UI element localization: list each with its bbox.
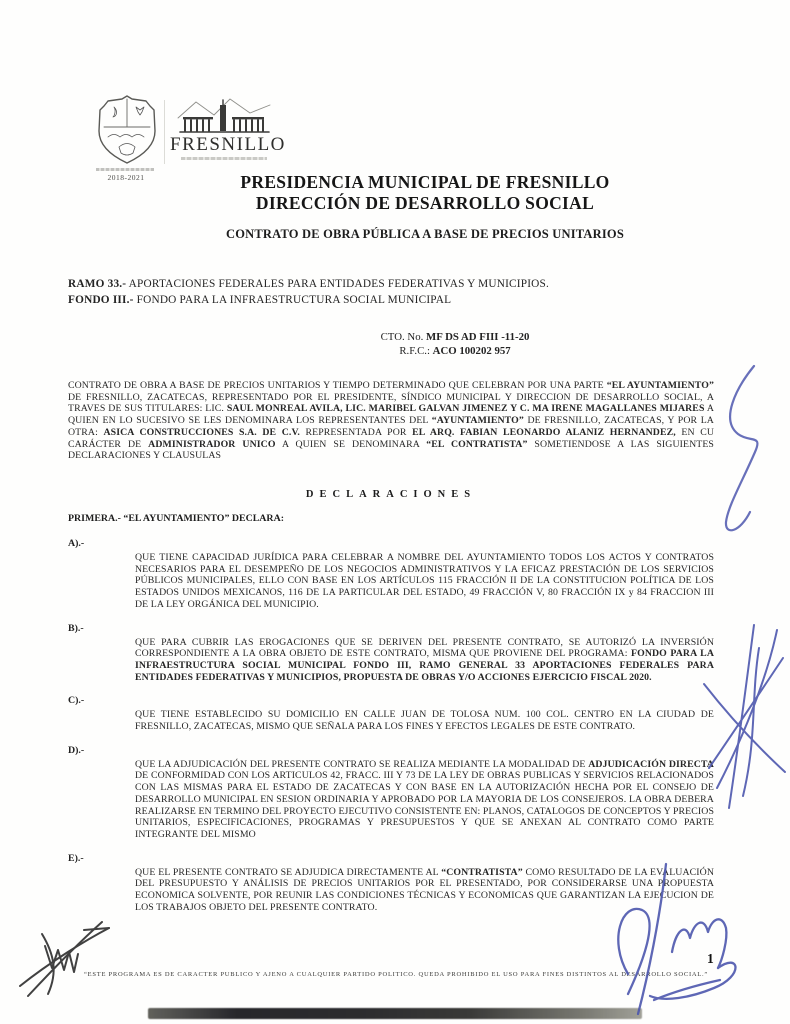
item-label: D).- bbox=[68, 744, 85, 756]
reference-block bbox=[200, 330, 710, 358]
title-line-1: PRESIDENCIA MUNICIPAL DE FRESNILLO bbox=[240, 172, 610, 192]
declaration-item-b bbox=[68, 623, 716, 684]
coat-years-label: 2018-2021 bbox=[107, 173, 145, 182]
program-line-1: RAMO 33.- APORTACIONES FEDERALES PARA ENTIDADES FEDERATIVAS Y MUNICIPIOS. bbox=[68, 278, 550, 290]
rfc-number-line: R.F.C.: ACO 100202 957 bbox=[399, 345, 511, 357]
municipal-coat-of-arms-icon bbox=[92, 93, 162, 165]
document-subtitle: CONTRATO DE OBRA PÚBLICA A BASE DE PRECIOS UNITARIOS bbox=[226, 227, 624, 241]
item-paragraph: QUE EL PRESENTE CONTRATO SE ADJUDICA DIRECTAMENTE AL “CONTRATISTA” COMO RESULTADO DE LA EVALUACIÓN DEL PRESUPUESTO Y ANÁLISIS DE PRECIOS UNITARIOS POR EL PRESENTADO, POR CONSIDERARSE UNA PROPUESTA ECONOMICA SOLVENTE, POR REUNIR LAS CONDICIONES TÉCNICAS Y ECONOMICAS QUE GARANTIZAN LA EJECUCION DE LOS TRABAJOS OBJETO DEL PRESENTE CONTRATO. bbox=[135, 866, 714, 913]
fresnillo-logo-icon bbox=[174, 96, 274, 136]
item-paragraph: QUE TIENE CAPACIDAD JURÍDICA PARA CELEBRAR A NOMBRE DEL AYUNTAMIENTO TODOS LOS ACTOS Y CONTRATOS NECESARIOS PARA EL DESEMPEÑO DE LOS NEGOCIOS ADMINISTRATIVOS Y LA EFICAZ PRESTACIÓN DE LOS SERVICIOS PÚBLICOS MUNICIPALES, ELLO CON BASE EN LOS ARTÍCULOS 115 FRACCIÓN II DE LA CONSTITUCION POLÍTICA DE LOS ESTADOS UNIDOS MEXICANOS, 116 DE LA PARTICULAR DEL ESTADO, 49 FRACCIÓN V, 80 FRACCIÓN IX y 84 FRACCION III DE LA LEY ORGÁNICA DEL MUNICIPIO. bbox=[135, 552, 714, 610]
program-line-2: FONDO III.- FONDO PARA LA INFRAESTRUCTURA SOCIAL MUNICIPAL bbox=[68, 294, 452, 306]
declarations-heading: DECLARACIONES bbox=[305, 489, 477, 500]
title-line-2: DIRECCIÓN DE DESARROLLO SOCIAL bbox=[255, 193, 595, 213]
item-paragraph: QUE TIENE ESTABLECIDO SU DOMICILIO EN CALLE JUAN DE TOLOSA NUM. 100 COL. CENTRO EN LA CIUDAD DE FRESNILLO, ZACATECAS, MISMO QUE SEÑALA PARA LOS FINES Y EFECTOS LEGALES DE ESTE CONTRATO. bbox=[135, 709, 714, 733]
declaration-item-d bbox=[68, 745, 716, 841]
footer-disclaimer: “ESTE PROGRAMA ES DE CARACTER PUBLICO Y AJENO A CUALQUIER PARTIDO POLITICO. QUEDA PROHIBIDO EL USO PARA FINES DISTINTOS AL DESARROLLO SOCIAL.” bbox=[84, 971, 709, 978]
contract-number-line: CTO. No. MF DS AD FIII -11-20 bbox=[380, 331, 530, 343]
coat-caption-illegible bbox=[96, 168, 154, 171]
fresnillo-logo bbox=[170, 96, 286, 160]
declaration-items bbox=[68, 538, 716, 925]
item-label: A).- bbox=[68, 538, 85, 549]
item-paragraph: QUE PARA CUBRIR LAS EROGACIONES QUE SE DERIVEN DEL PRESENTE CONTRATO, SE AUTORIZÓ LA INVERSIÓN CORRESPONDIENTE A LA OBRA OBJETO DE ESTE CONTRATO, MISMA QUE PROVIENE DEL PROGRAMA: FONDO PARA LA INFRAESTRUCTURA SOCIAL MUNICIPAL FONDO III, RAMO GENERAL 33 APORTACIONES FEDERALES PARA ENTIDADES FEDERATIVAS Y MUNICIPIOS, PROPUESTA DE OBRAS Y/O ACCIONES EJERCICIO FISCAL 2020. bbox=[135, 636, 714, 683]
item-label: E).- bbox=[68, 852, 84, 864]
page-number: 1 bbox=[707, 951, 714, 966]
declaration-item-c bbox=[68, 695, 716, 732]
fresnillo-tagline-illegible bbox=[181, 157, 267, 160]
item-label: B).- bbox=[68, 622, 84, 634]
item-label: C).- bbox=[68, 695, 85, 707]
declaration-item-e bbox=[68, 853, 716, 914]
declaration-item-a bbox=[68, 538, 716, 611]
intro-paragraph: CONTRATO DE OBRA A BASE DE PRECIOS UNITARIOS Y TIEMPO DETERMINADO QUE CELEBRAN POR UNA PARTE “EL AYUNTAMIENTO” DE FRESNILLO, ZACATECAS, REPRESENTADO POR EL PRESIDENTE, SÍNDICO MUNICIPAL Y DIRECCION DE DESARROLLO SOCIAL, A TRAVES DE SUS TITULARES: LIC. SAUL MONREAL AVILA, LIC. MARIBEL GALVAN JIMENEZ Y C. MA IRENE MAGALLANES MIJARES A QUIEN EN LO SUCESIVO SE LES DENOMINARA LOS REPRESENTANTES DEL “AYUNTAMIENTO” DE FRESNILLO, ZACATECAS, Y POR LA OTRA: ASICA CONSTRUCCIONES S.A. DE C.V. REPRESENTADA POR EL ARQ. FABIAN LEONARDO ALANIZ HERNANDEZ, EN CU CARÁCTER DE ADMINISTRADOR UNICO A QUIEN SE DENOMINARA “EL CONTRATISTA” SOMETIENDOSE A LAS SIGUIENTES DECLARACIONES Y CLAUSULAS bbox=[68, 380, 714, 462]
next-page-edge-shadow bbox=[148, 1008, 642, 1019]
item-paragraph: QUE LA ADJUDICACIÓN DEL PRESENTE CONTRATO SE REALIZA MEDIANTE LA MODALIDAD DE ADJUDICACIÓN DIRECTA DE CONFORMIDAD CON LOS ARTICULOS 42, FRACC. III Y 73 DE LA LEY DE OBRAS PUBLICAS Y SERVICIOS RELACIONADOS CON LAS MISMAS PARA EL ESTADO DE ZACATECAS Y CON BASE EN LA AUTORIZACIÓN HECHA POR EL CONSEJO DE DESARROLLO MUNICIPAL EN SESION ORDINARIA Y APROBADO POR LA MAYORIA DE LOS CONSEJEROS. LA OBRA DEBERA REALIZARSE EN TERMINO DEL PROYECTO EJECUTIVO CONSISTENTE EN: PLANOS, CATALOGOS DE CONCEPTOS Y PRECIOS UNITARIOS, ESPECIFICACIONES, PROGRAMAS Y PRESUPUESTOS Y QUE SE ANEXAN AL CONTRATO COMO PARTE INTEGRANTE DEL MISMO bbox=[135, 758, 714, 840]
program-block bbox=[68, 276, 728, 308]
declaration-primera-heading: PRIMERA.- “EL AYUNTAMIENTO” DECLARA: bbox=[68, 513, 284, 524]
document-title bbox=[60, 172, 790, 214]
fresnillo-logo-text: FRESNILLO bbox=[170, 134, 286, 155]
logo-divider bbox=[164, 100, 165, 164]
